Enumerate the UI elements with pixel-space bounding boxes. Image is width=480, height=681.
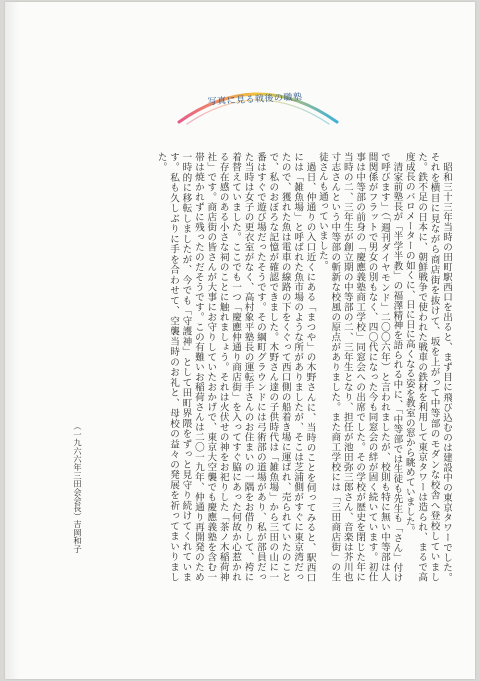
paragraph: 昭和三十三年当時の田町駅西口を出ると、まず目に飛び込むのは建設中の東京タワーでした。それを横目に見ながら商店街を抜けて、坂を上がって中等部のモダンな校舎へ登校していました。鉄不足の日本に、朝鮮戦争で使われた戦車の鉄材を利用して東京タワーは造られ、まるで高度成長のバロメーターの如くに、日に日に高くなる姿を教室の窓から眺めていました。 — [403, 152, 452, 582]
signoff-author: 吉岡和子 — [73, 520, 83, 554]
signoff-date: （一九六六年三田会会長） — [73, 422, 83, 521]
paragraph: 過日、仲通りの入口近くにある「まつや」の木野さんに、当時のことを伺ってみると、駅西口には「雑魚場」と呼ばれた魚市場のような所がありましたが、そこは芝浦側がすぐに東京湾だったので、獲れた魚は電車の線路の下をくぐって西口側の船着き場に運ばれ、売られていたのことで、私のおぼろな記憶が確認できました。木野さん達の子供時代は「雑魚場」から三田の山に一番はすぐで遊び場だったそうです。その綱町グラウンドには弓術部の道場があり、私が部員だった当時は女子の更衣室がなく、高村象平塾長の運転手さんのお住まいの一隅をお借りして、袴に着替えていました。ここでも一つ「慶應仲通り商店街」を入ってすぐ脇にあった何故か心惹かれる存在感のある小さな祠のことに触れましょう。それは火伏せの神をお祀りした「茶ノ木稲荷神社」です。商店街の皆さんが大事にお守りしていたおかげで、東京大空襲でも慶應義塾を含む一帯は焼かれずに残ったのだそうです。この有難いお稲荷さんは二〇一九年、仲通り再開発のため一時的に移転しましたが、今でも「守護神」として田町界隈をずっと見守り続けてくれています。私も久しぶりに手を合わせて、空襲当時のお礼と、母校の益々の発展を祈ってまいりました。 — [155, 152, 316, 582]
article-body — [107, 152, 452, 582]
signoff — [71, 422, 101, 594]
document-page — [5, 2, 475, 679]
section-heading: 写真に見る戦後の職塾 — [207, 92, 303, 108]
binding-shadow — [5, 2, 19, 679]
paragraph: 清家前塾長が「半学半教」の福澤精神を語られる中に、「中等部では生徒も先生も「さん」付けで呼びます」（「週刊ダイヤモンド」二〇〇六年）と言われましたが、校則も特に無い中等部は人間関係がフラットで男女の別もなく、四〇代になった今も同窓会の絆が固く続いています。初仕事は中等部の前身の「慶應義塾商工学校」同窓会への出席でした。その学校が歴史を閉じた年に当時の二、三年生が創立期の中等部の二、三年生となり、担任が池田弥三郎さん、音楽は芥川也寸志さんという中等部の斬新な校風の原点がありました。また商工学校には「三田商店街」の生徒さんも通っていました。 — [316, 152, 403, 582]
